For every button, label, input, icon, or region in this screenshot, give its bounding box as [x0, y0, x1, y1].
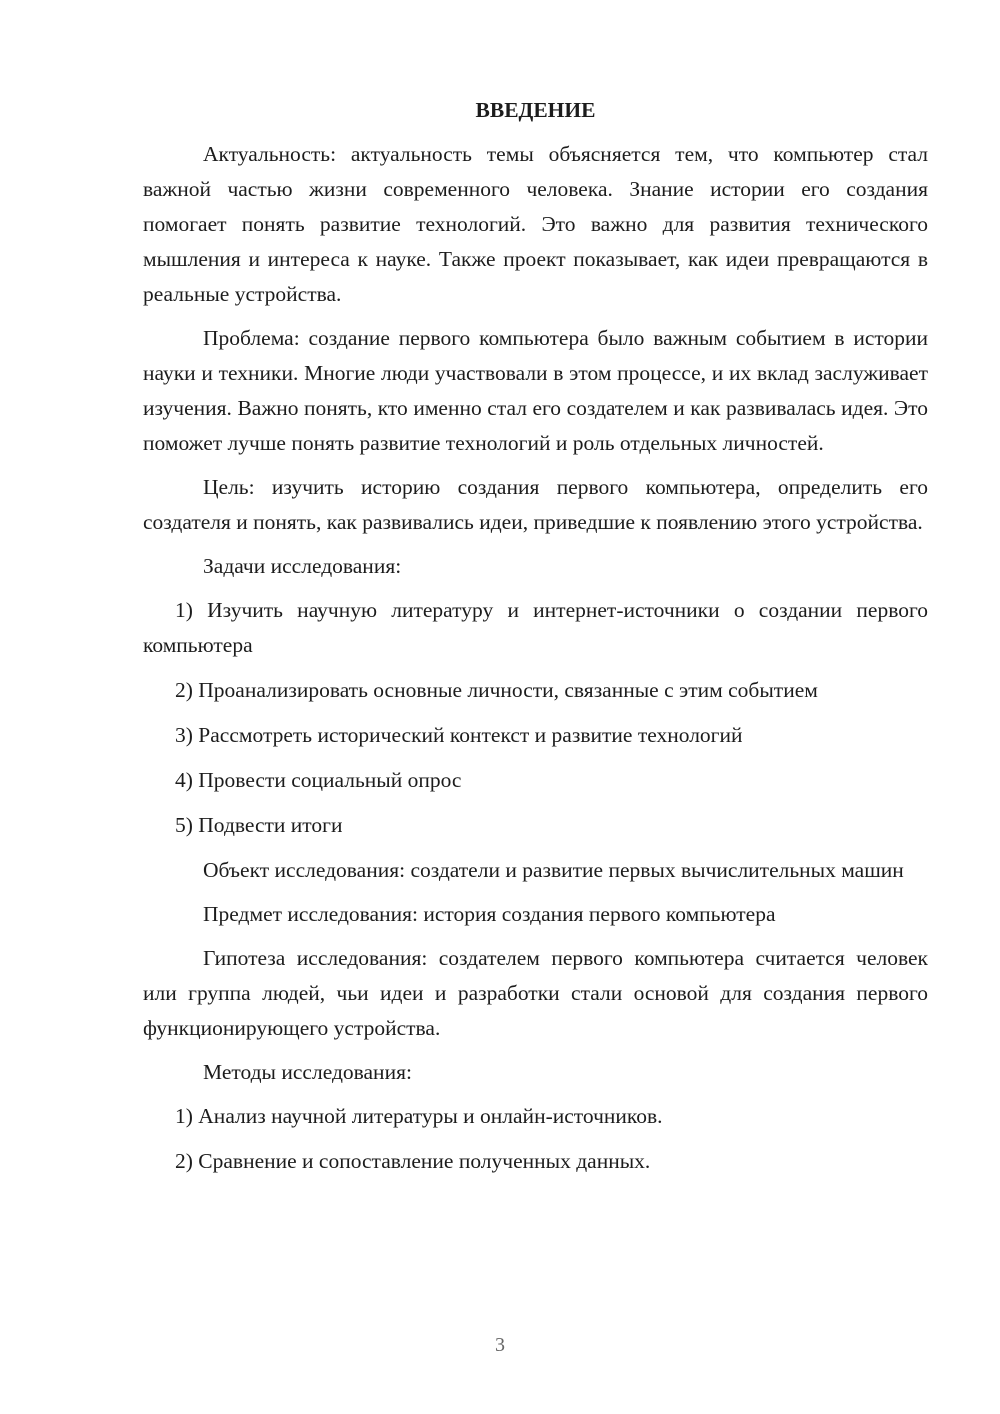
hypothesis-paragraph: Гипотеза исследования: создателем первого компьютера считается человек или группа людей, чьи идеи и разработки стали основой для создания первого функционирующего устройства. — [143, 946, 928, 1040]
document-page — [143, 92, 928, 1189]
object-paragraph: Объект исследования: создатели и развитие первых вычислительных машин — [203, 858, 904, 882]
method-item-1: 1) Анализ научной литературы и онлайн-источников. — [175, 1104, 663, 1128]
subject-paragraph: Предмет исследования: история создания первого компьютера — [203, 902, 776, 926]
tasks-heading: Задачи исследования: — [203, 554, 402, 578]
task-item-1: 1) Изучить научную литературу и интернет-источники о создании первого компьютера — [143, 598, 928, 657]
task-item-2: 2) Проанализировать основные личности, связанные с этим событием — [175, 678, 818, 702]
task-item-3: 3) Рассмотреть исторический контекст и развитие технологий — [175, 723, 743, 747]
problem-paragraph: Проблема: создание первого компьютера было важным событием в истории науки и техники. Многие люди участвовали в этом процессе, и их вклад заслуживает изучения. Важно понять, кто именно стал его создателем и как развивалась идея. Это поможет лучше понять развитие технологий и роль отдельных личностей. — [143, 326, 928, 455]
task-item-4: 4) Провести социальный опрос — [175, 768, 462, 792]
page-number: 3 — [495, 1334, 505, 1356]
section-title: ВВЕДЕНИЕ — [475, 98, 596, 122]
methods-heading: Методы исследования: — [203, 1060, 412, 1084]
method-item-2: 2) Сравнение и сопоставление полученных данных. — [175, 1149, 651, 1173]
goal-paragraph: Цель: изучить историю создания первого компьютера, определить его создателя и понять, как развивались идеи, приведшие к появлению этого устройства. — [143, 475, 928, 534]
relevance-paragraph: Актуальность: актуальность темы объясняется тем, что компьютер стал важной частью жизни современного человека. Знание истории его создания помогает понять развитие технологий. Это важно для развития технического мышления и интереса к науке. Также проект показывает, как идеи превращаются в реальные устройства. — [143, 142, 928, 306]
task-item-5: 5) Подвести итоги — [175, 813, 343, 837]
